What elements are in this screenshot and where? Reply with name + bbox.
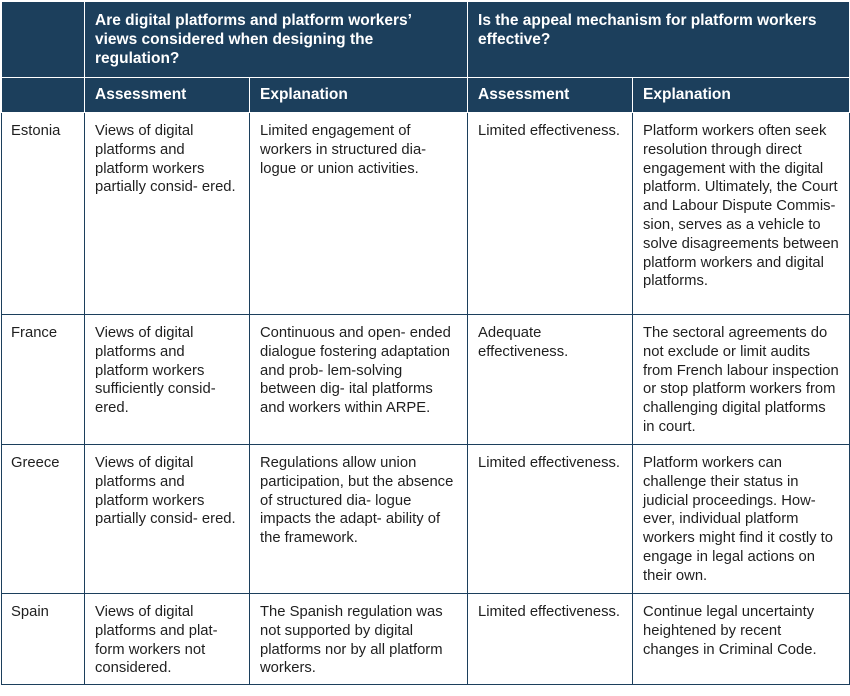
table-row <box>2 113 850 315</box>
q2-assessment-cell: Limited effectiveness. <box>468 113 633 315</box>
header-row <box>2 2 850 78</box>
table-row <box>2 594 850 685</box>
header-question-regulation-design: Are digital platforms and platform workers’ views considered when designing the regulation? <box>85 2 468 78</box>
subheader-q2-assessment: Assessment <box>468 78 633 113</box>
header-corner-cell <box>2 2 85 78</box>
q2-explanation-cell: Platform workers can challenge their status in judicial proceedings. How- ever, individual platform workers might find it costly to engage in legal actions on their own. <box>633 445 850 594</box>
assessment-table <box>1 1 850 685</box>
subheader-row <box>2 78 850 113</box>
table-row <box>2 315 850 445</box>
q1-assessment-cell: Views of digital platforms and platform workers partially consid- ered. <box>85 445 250 594</box>
q2-assessment-cell: Limited effectiveness. <box>468 445 633 594</box>
q1-assessment-cell: Views of digital platforms and plat- form workers not considered. <box>85 594 250 685</box>
q2-explanation-cell: Continue legal uncertainty heightened by recent changes in Criminal Code. <box>633 594 850 685</box>
q2-assessment-cell: Adequate effectiveness. <box>468 315 633 445</box>
header-question-appeal-mechanism: Is the appeal mechanism for platform workers effective? <box>468 2 850 78</box>
subheader-q1-assessment: Assessment <box>85 78 250 113</box>
subheader-q1-explanation: Explanation <box>250 78 468 113</box>
q1-explanation-cell: Regulations allow union participation, but the absence of structured dia- logue impacts the adapt- ability of the framework. <box>250 445 468 594</box>
country-cell: Estonia <box>2 113 85 315</box>
q1-explanation-cell: Limited engagement of workers in structured dia- logue or union activities. <box>250 113 468 315</box>
subheader-corner-cell <box>2 78 85 113</box>
q1-assessment-cell: Views of digital platforms and platform workers sufficiently consid- ered. <box>85 315 250 445</box>
country-cell: Greece <box>2 445 85 594</box>
country-cell: Spain <box>2 594 85 685</box>
subheader-q2-explanation: Explanation <box>633 78 850 113</box>
table-row <box>2 445 850 594</box>
q2-explanation-cell: The sectoral agreements do not exclude or limit audits from French labour inspection or stop platform workers from challenging digital platforms in court. <box>633 315 850 445</box>
q1-explanation-cell: The Spanish regulation was not supported by digital platforms nor by all platform workers. <box>250 594 468 685</box>
q1-explanation-cell: Continuous and open- ended dialogue fostering adaptation and prob- lem-solving between dig- ital platforms and workers within ARPE. <box>250 315 468 445</box>
q2-assessment-cell: Limited effectiveness. <box>468 594 633 685</box>
q1-assessment-cell: Views of digital platforms and platform workers partially consid- ered. <box>85 113 250 315</box>
q2-explanation-cell: Platform workers often seek resolution through direct engagement with the digital platform. Ultimately, the Court and Labour Dispute Commis- sion, serves as a vehicle to solve disagreements between platform workers and digital platforms. <box>633 113 850 315</box>
country-cell: France <box>2 315 85 445</box>
